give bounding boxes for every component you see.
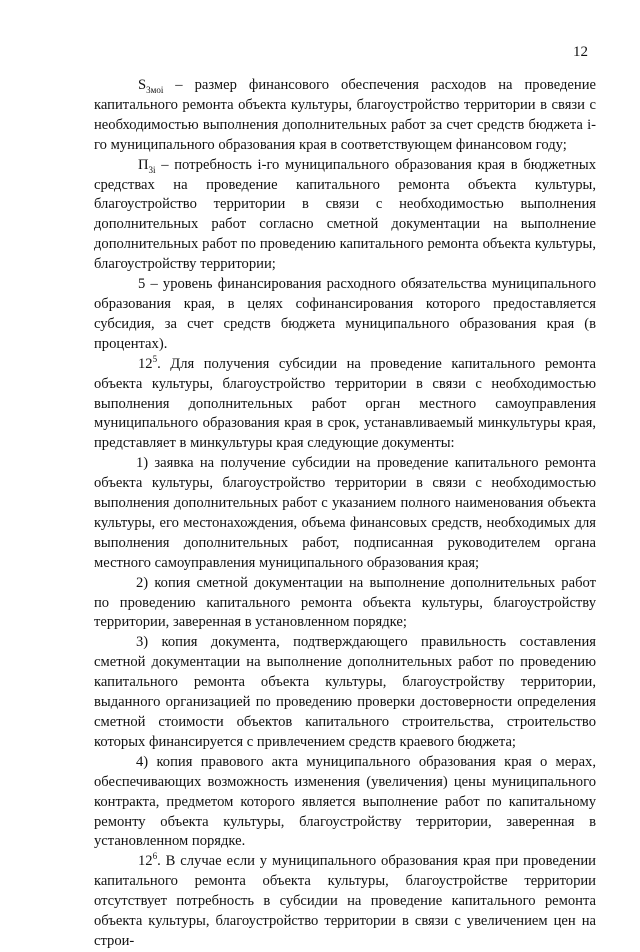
paragraph-text: 2) копия сметной документации на выполнение дополнительных работ по проведению капитального ремонта объекта культуры, благоустройству территории, заверенная в установленном порядке;	[94, 574, 596, 631]
list-item-2	[94, 574, 596, 634]
paragraph-s3moi-definition	[94, 76, 596, 156]
clause-superscript: 5	[152, 353, 158, 364]
paragraph-text: . Для получения субсидии на проведение капитального ремонта объекта культуры, благоустройство территории в связи с необходимостью выполнения дополнительных работ орган местного самоуправления муниципального образования края в срок, устанавливаемый минкультуры края, представляет в минкультуры края следующие документы:	[94, 355, 596, 452]
formula-subscript: 3i	[148, 164, 156, 175]
paragraph-financing-level	[94, 275, 596, 355]
formula-subscript: 3мoi	[146, 84, 164, 95]
paragraph-text: 4) копия правового акта муниципального образования края о мерах, обеспечивающих возможность изменения (увеличения) цены муниципального контракта, предметом которого является выполнение работ по капитальному ремонту объекта культуры, благоустройству территории, заверенная в установленном порядке.	[94, 753, 596, 850]
list-item-1	[94, 454, 596, 573]
paragraph-text: . В случае если у муниципального образования края при проведении капитального ремонта объекта культуры, благоустройстве территории отсутствует потребность в субсидии на проведение капитального ремонта объекта культуры, благоустройство территории в связи с увеличением цен на строи-	[94, 853, 596, 949]
clause-number: 12	[138, 355, 153, 372]
paragraph-clause-12-5	[94, 355, 596, 455]
list-item-3	[94, 633, 596, 752]
formula-symbol: S	[138, 77, 147, 93]
list-item-4	[94, 753, 596, 853]
clause-superscript: 6	[152, 851, 158, 862]
paragraph-text: 3) копия документа, подтверждающего правильность составления сметной документации на выполнение дополнительных работ по проведению капитального ремонта объекта культуры, благоустройству территории, выданного организацией по проведению проверки достоверности определения сметной стоимости объектов капитального строительства, строительство которых финансируется с привлечением средств краевого бюджета;	[94, 634, 596, 750]
document-body	[94, 76, 596, 952]
paragraph-clause-12-6	[94, 852, 596, 952]
page-number: 12	[573, 44, 588, 60]
paragraph-text: 1) заявка на получение субсидии на проведение капитального ремонта объекта культуры, благоустройство территории в связи с необходимостью выполнения дополнительных работ с указанием полного наименования объекта культуры, его местонахождения, объема финансовых средств, необходимых для выполнения дополнительных работ, подписанная руководителем органа местного самоуправления муниципального образования края;	[94, 455, 596, 571]
formula-symbol: П	[138, 156, 149, 173]
paragraph-p3i-definition	[94, 156, 596, 275]
paragraph-text: – потребность i-го муниципального образования края в бюджетных средствах на проведение капитального ремонта объекта культуры, благоустройство территории в связи с необходимостью выполнения дополнительных работ согласно сметной документации на выполнение дополнительных работ по проведению капитального ремонта объекта культуры, благоустройству территории;	[94, 156, 596, 273]
paragraph-text: 5 – уровень финансирования расходного обязательства муниципального образования края, в целях софинансирования которого предоставляется субсидия, за счет средств бюджета муниципального образования края (в процентах).	[94, 276, 596, 352]
paragraph-text: – размер финансового обеспечения расходов на проведение капитального ремонта объекта культуры, благоустройство территории в связи с необходимостью выполнения дополнительных работ за счет средств бюджета i-го муниципального образования края в соответствующем финансовом году;	[94, 77, 596, 153]
clause-number: 12	[138, 853, 153, 870]
